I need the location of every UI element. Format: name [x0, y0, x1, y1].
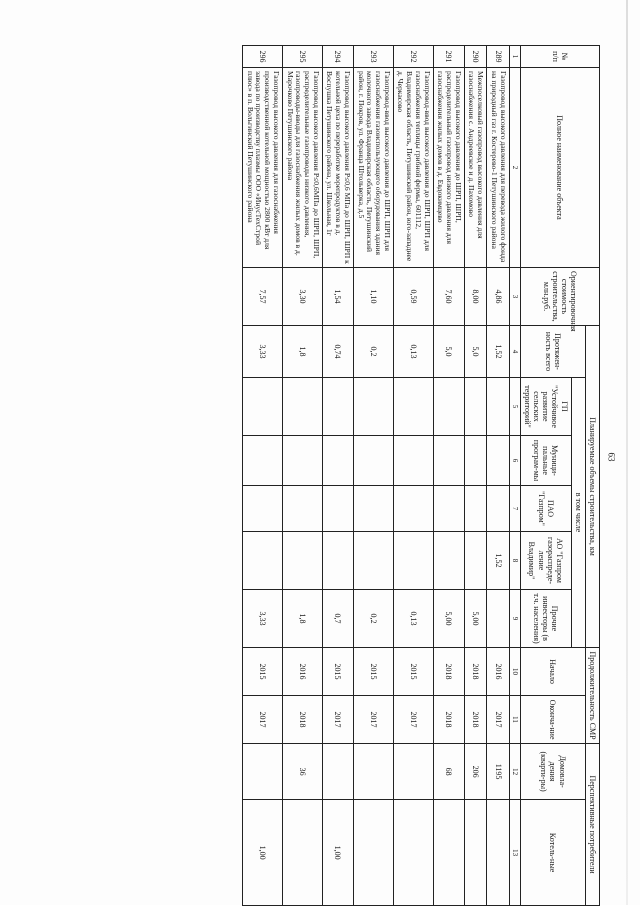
col-number: 9 [509, 590, 520, 648]
gas-pipeline-table [242, 45, 600, 906]
col-number: 6 [509, 436, 520, 486]
gazprom-value [464, 486, 486, 532]
header-households: Домовла-дения (кварти-ры) [520, 744, 585, 800]
object-name: Газопровод высокого давления до ШРП, ШРП, распределительный газопровод низкого давления для газоснабжения жилых домов в д. Евдокимцево [433, 68, 464, 268]
header-gazprom: ПАО "Газпром" [520, 486, 571, 532]
municipal-value [464, 436, 486, 486]
table-row [242, 46, 282, 906]
gro-value [353, 532, 393, 590]
boilers-value [282, 800, 322, 906]
cost-value: 8,00 [464, 268, 486, 326]
col-number: 1 [509, 46, 520, 68]
row-number: 290 [464, 46, 486, 68]
object-name: Межпоселковый газопровод высокого давления для газоснабжения с. Андреевское и д. Пахомово [464, 68, 486, 268]
row-number: 295 [282, 46, 322, 68]
end-year: 2017 [322, 696, 353, 744]
header-duration: Продолжительность СМР [585, 648, 599, 744]
gp-value [322, 378, 353, 436]
object-name: Газопровод высокого давления P≤0,6МПа до ШРП, ШРП, распределительные газопроводы низкого давления, газопроводы-вводы для газоснабжения жилых домов в д. Марочково Петушинского района [282, 68, 322, 268]
gp-value [487, 378, 509, 436]
col-number: 13 [509, 800, 520, 906]
object-name: Газопровод-ввод высокого давления до ШРП, ШРП для газоснабжения теплицы грибной фермы, 601112, Владимирская область, Петушинский район, юго-западнее д. Черкасово [393, 68, 433, 268]
boilers-value [353, 800, 393, 906]
other-investors-value: 5,00 [464, 590, 486, 648]
municipal-value [322, 436, 353, 486]
boilers-value [487, 800, 509, 906]
gro-value [464, 532, 486, 590]
length-total: 0,2 [353, 326, 393, 378]
gazprom-value [353, 486, 393, 532]
households-value: 68 [433, 744, 464, 800]
row-number: 293 [353, 46, 393, 68]
cost-value: 1,10 [353, 268, 393, 326]
table-row [282, 46, 322, 906]
gro-value [393, 532, 433, 590]
object-name: Газопровод-ввод высокого давления до ШРП, ШРП для газоснабжения газоиспользующего оборудования здания молочного завода Владимирская область, Петушинский район, г. Покров, ул. Франца Штольверка, д.5 [353, 68, 393, 268]
gro-value [242, 532, 282, 590]
header-boilers: Котель-ные [520, 800, 585, 906]
households-value: 36 [282, 744, 322, 800]
col-number: 5 [509, 378, 520, 436]
cost-value: 0,59 [393, 268, 433, 326]
col-number: 12 [509, 744, 520, 800]
gro-value: 1,52 [487, 532, 509, 590]
boilers-value [393, 800, 433, 906]
start-year: 2016 [282, 648, 322, 696]
other-investors-value: 0,13 [393, 590, 433, 648]
header-gp: ГП "Устойчивое развитие сельских территорий" [520, 378, 571, 436]
start-year: 2015 [322, 648, 353, 696]
table-row [464, 46, 486, 906]
households-value [242, 744, 282, 800]
column-number-row [509, 46, 520, 906]
length-total: 3,33 [242, 326, 282, 378]
rotated-table-container [85, 45, 600, 905]
gp-value [393, 378, 433, 436]
municipal-value [242, 436, 282, 486]
header-gro: АО "Газпром газораспреде-ление Владимир" [520, 532, 571, 590]
cost-value: 4,86 [487, 268, 509, 326]
gazprom-value [433, 486, 464, 532]
households-value [353, 744, 393, 800]
start-year: 2018 [433, 648, 464, 696]
object-name: Газопровод высокого давления P≤0,6 МПа до ШРП, ШРП к котельной цеха по переработке морепродуктов в д. Воспушка Петушинского района, ул. Школьная, 1г [322, 68, 353, 268]
col-number: 3 [509, 268, 520, 326]
municipal-value [353, 436, 393, 486]
gazprom-value [322, 486, 353, 532]
row-number: 292 [393, 46, 433, 68]
municipal-value [282, 436, 322, 486]
households-value [393, 744, 433, 800]
boilers-value: 1,00 [322, 800, 353, 906]
header-planned: Планируемые объемы строительства, км [585, 326, 599, 648]
end-year: 2017 [487, 696, 509, 744]
header-end: Оконча-ние [520, 696, 585, 744]
header-consumers: Перспективные потребители [585, 744, 599, 906]
households-value [322, 744, 353, 800]
header-start: Начало [520, 648, 585, 696]
length-total: 5,0 [433, 326, 464, 378]
page-number: 63 [606, 452, 617, 462]
municipal-value [393, 436, 433, 486]
table-row [393, 46, 433, 906]
gp-value [433, 378, 464, 436]
gp-value [353, 378, 393, 436]
other-investors-value: 0,7 [322, 590, 353, 648]
table-row [433, 46, 464, 906]
end-year: 2018 [464, 696, 486, 744]
gp-value [464, 378, 486, 436]
header-other: Прочие инвесторы (в т.ч. населения) [520, 590, 571, 648]
table-row [322, 46, 353, 906]
header-in-that: в том числе [571, 378, 585, 648]
object-name: Газопровод высокого давления для перевода жилого фонда на природный газ г. Костерево-1 Петушинского района [487, 68, 509, 268]
gazprom-value [487, 486, 509, 532]
header-no: № п/п [520, 46, 599, 68]
row-number: 296 [242, 46, 282, 68]
col-number: 7 [509, 486, 520, 532]
gro-value [282, 532, 322, 590]
col-number: 4 [509, 326, 520, 378]
municipal-value [433, 436, 464, 486]
other-investors-value [487, 590, 509, 648]
start-year: 2016 [487, 648, 509, 696]
gro-value [322, 532, 353, 590]
other-investors-value: 3,33 [242, 590, 282, 648]
length-total: 0,13 [393, 326, 433, 378]
gazprom-value [242, 486, 282, 532]
length-total: 1,8 [282, 326, 322, 378]
start-year: 2015 [242, 648, 282, 696]
header-name: Полное наименование объекта [520, 68, 599, 268]
scan-edge [626, 0, 628, 905]
end-year: 2017 [242, 696, 282, 744]
table-row [353, 46, 393, 906]
other-investors-value: 1,8 [282, 590, 322, 648]
start-year: 2015 [353, 648, 393, 696]
end-year: 2017 [393, 696, 433, 744]
length-total: 5,0 [464, 326, 486, 378]
municipal-value [487, 436, 509, 486]
cost-value: 3,30 [282, 268, 322, 326]
households-value: 206 [464, 744, 486, 800]
households-value: 1195 [487, 744, 509, 800]
col-number: 11 [509, 696, 520, 744]
col-number: 2 [509, 68, 520, 268]
length-total: 0,74 [322, 326, 353, 378]
col-number: 10 [509, 648, 520, 696]
row-number: 289 [487, 46, 509, 68]
gro-value [433, 532, 464, 590]
length-total: 1,52 [487, 326, 509, 378]
gazprom-value [393, 486, 433, 532]
gp-value [242, 378, 282, 436]
end-year: 2018 [282, 696, 322, 744]
other-investors-value: 5,00 [433, 590, 464, 648]
header-length: Протяжен-ность всего [520, 326, 585, 378]
gp-value [282, 378, 322, 436]
table-row [487, 46, 509, 906]
cost-value: 7,57 [242, 268, 282, 326]
row-number: 291 [433, 46, 464, 68]
start-year: 2018 [464, 648, 486, 696]
header-municipal: Муници-пальные програм-мы [520, 436, 571, 486]
col-number: 8 [509, 532, 520, 590]
object-name: Газопровод высокого давления для газоснабжения производственной котельной мощностью 2800 кВт для завода по производству плазмы ООО «ИнусТехСтрой плюс» в п. Вольгинский Петушинского района [242, 68, 282, 268]
boilers-value [433, 800, 464, 906]
row-number: 294 [322, 46, 353, 68]
start-year: 2015 [393, 648, 433, 696]
other-investors-value: 0,2 [353, 590, 393, 648]
end-year: 2017 [353, 696, 393, 744]
cost-value: 7,60 [433, 268, 464, 326]
gazprom-value [282, 486, 322, 532]
cost-value: 1,54 [322, 268, 353, 326]
end-year: 2018 [433, 696, 464, 744]
header-cost: Ориентировочная стоимость строительства, млн.руб. [520, 268, 599, 326]
table-body [242, 46, 509, 906]
boilers-value [464, 800, 486, 906]
boilers-value: 1,00 [242, 800, 282, 906]
